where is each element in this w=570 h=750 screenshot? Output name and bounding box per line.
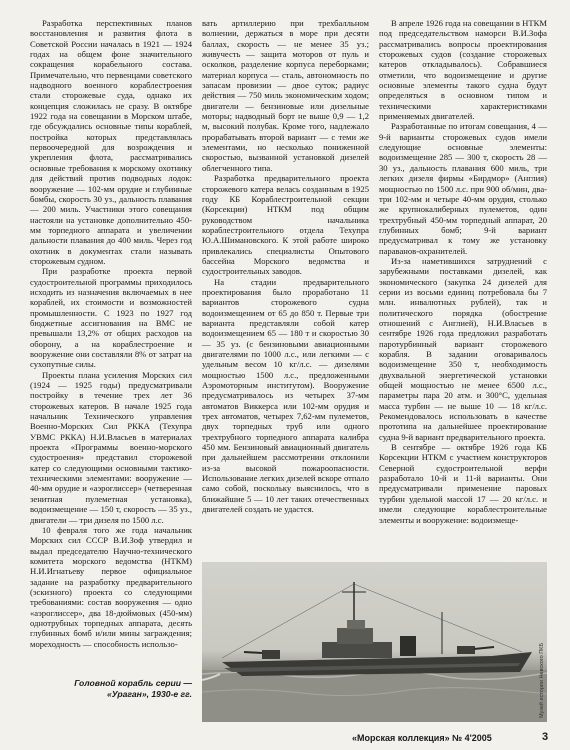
paragraph: В апреле 1926 года на совещании в НТКМ под председательством наморси В.И.Зофа рассматривались вопросы проектирования сторожевых судов (создание сторожевых катеров откладывалось). Собравшиеся отметили, что водоизмещение и другие основные элементы такого судна будут определяться в основном типом и техническими характеристиками применяемых двигателей. bbox=[379, 18, 547, 122]
ship-photo bbox=[202, 562, 547, 722]
paragraph: 10 февраля того же года начальник Морских сил СССР В.И.Зоф утвердил и выдал председателю Научно-технического комитета морского ведомства (НТКМ) Н.И.Игнатьеву первое официальное задание на разработку предварительного (эскизного) проекта со следующими требованиями: состав вооружения — одно «аэроглиссер», два 18-дюймовых (450-мм) однотрубных торпедных аппарата, десять глубинных бомб и/или мины заграждения; мореходность — способность использо- bbox=[30, 524, 192, 649]
paragraph: Проекты плана усиления Морских сил (1924 — 1925 годы) предусматривали постройку в течение трех лет 36 сторожевых катеров. В начале 1925 года начальник Технического управления Военно-Морских Сил РККА (Техупра УВМС РККА) Н.И.Власьев в материалах проекта «Программы военно-морского судостроения» представил сторожевой катер со следующими основными тактико-техническими элементами: вооружение — 40-мм орудие и «аэроглиссер» (четверенная зенитная пулеметная установка), водоизмещение — 150 т, скорость — 35 уз., двигатели — три дизеля по 1500 л.с. bbox=[30, 369, 192, 525]
page-number: 3 bbox=[542, 731, 549, 743]
paragraph: На стадии предварительного проектирования было проработано 11 вариантов сторожевого судна водоизмещением от 65 до 850 т. Первые три варианта представляли собой катер водоизмещением 65 — 180 т и скоростью 30 — 35 уз. (с бензиновыми авиационными двигателями по 1000 л.с., или легкими — с удельным весом 10 кг/л.с. — дизелями мощностью 1500 л.с., предложенными Аэромоторным институтом). Вооружение предусматривалось из четырех 37-мм автоматов Виккерса или 102-мм орудия и трех автоматов, четырех 7,62-мм пулеметов, двух торпедных труб или одного трехтрубного торпедного аппарата калибра 450 мм. Бензиновый авиационный двигатель при дальнейшем рассмотрении отклонили из-за высокой пожароопасности. Использование легких дизелей вскоре отпало само собой, поскольку выяснилось, что в ближайшие 5 — 10 лет таких отечественных двигателей создать не удастся. bbox=[202, 276, 369, 515]
paragraph: Из-за наметившихся затруднений с зарубежными поставками дизелей, как экономического (закупка 24 дизелей для серии из восьми единиц потребовала бы 7 млн. инвалютных рублей), так и политического порядка (обострение отношений с Англией), Н.И.Власьев в сентябре 1926 года предложил разработать паротурбинный вариант сторожевого корабля. В задании оговаривалось водоизмещение 350 т, необходимость двухвальной энергетической установки общей мощностью не менее 6500 л.с., параметры пара 20 атм. и 300°С, удельная масса турбин — не выше 10 — 18 кг/л.с. Рекомендовалось использовать в качестве прототипа на дальнейшее проектирование судна 9-й вариант предварительного проекта. bbox=[379, 255, 547, 442]
page-footer: «Морская коллекция» № 4'2005 bbox=[352, 733, 492, 743]
paragraph: При разработке проекта первой судостроительной программы приходилось исходить из назначения включаемых в нее кораблей, их стоимости и возможностей промышленности. С 1923 по 1927 год бюджетные ассигнования на ВМС не превышали 13,2% от общих расходов на оборону, а на кораблестроение и вооружение они составляли 8% от затрат на сухопутные силы. bbox=[30, 266, 192, 370]
text-column-2 bbox=[202, 18, 369, 515]
ship-illustration bbox=[202, 562, 547, 722]
paragraph: вать артиллерию при трехбалльном волнении, держаться в море при десяти баллах, скорость — не менее 35 уз.; живучесть — защита моторов от пуль и осколков, разделение корпуса переборками; материал корпуса — сталь, автономность по запасам провизии — двое суток; радиус действия — 750 миль экономическим ходом; двигатели — бензиновые или дизельные моторы; надводный борт не выше 0,9 — 1,2 м, высокий полубак. Кроме того, надлежало прорабатывать второй вариант — с теми же элементами, но несколько пониженной скоростью, вызванной установкой дизелей облегченного типа. bbox=[202, 18, 369, 173]
text-column-1 bbox=[30, 18, 192, 649]
photo-credit: Музей истории Невского ПКБ bbox=[539, 643, 545, 718]
paragraph: Разработанные по итогам совещания, 4 — 9-й варианты сторожевых судов имели следующие основные элементы: водоизмещение 285 — 300 т, скорость 28 — 30 уз., дальность плавания 600 миль, три легких дизеля фирмы «Бирдмор» (Англия) мощностью по 1500 л.с. при 900 об/мин, два-три 102-мм и четыре 40-мм орудия, столько же крупнокалиберных пулеметов, один трехтрубный 450-мм торпедный аппарат, 20 глубинных бомб; 9-й вариант предусматривал к тому же установку параванов-охранителей. bbox=[379, 121, 547, 256]
photo-caption: Головной корабль серии — «Ураган», 1930-е гг. bbox=[74, 678, 192, 699]
paragraph: Разработка предварительного проекта сторожевого катера велась созданным в 1925 году КБ Кораблестроительной секции (Корсекции) НТКМ под общим руководством начальника кораблестроительного отдела Техупра Ю.А.Шимановского. К этой работе широко привлекались специалисты Опытового бассейна Морского ведомства и судостроительных заводов. bbox=[202, 173, 369, 277]
paragraph: В сентябре — октябре 1926 года КБ Корсекции НТКМ с участием конструкторов Северной судостроительной верфи разработало 10-й и 11-й варианты. Они предусматривали применение паровых турбин удельной массой 17 — 20 кг/л.с. и имели следующие кораблестроительные элементы и вооружение: водоизмеще- bbox=[379, 442, 547, 525]
text-column-3 bbox=[379, 18, 547, 525]
paragraph: Разработка перспективных планов восстановления и развития флота в Советской России началась в 1921 — 1924 годах на общем фоне значительного сокращения корабельного состава. Примечательно, что первенцами советского надводного военного кораблестроения стали сторожевые суда, однако их концепция сложилась не сразу. В октябре 1922 года на совещании в Морском штабе, где обсуждались основные типы кораблей, постройка которых представлялась первоочередной для возрождения и укрепления флота, рассматривались основные требования к морскому охотнику для действий против подводных лодок: вооружение — 102-мм орудие и глубинные бомбы, скорость 30 уз., дальность плавания — 200 миль. Участники этого совещания настояли на установке дополнительно 450-мм торпедного аппарата и увеличении дальности плавания до 400 миль. Через год охотник в документах стали называть сторожевым судном. bbox=[30, 18, 192, 266]
